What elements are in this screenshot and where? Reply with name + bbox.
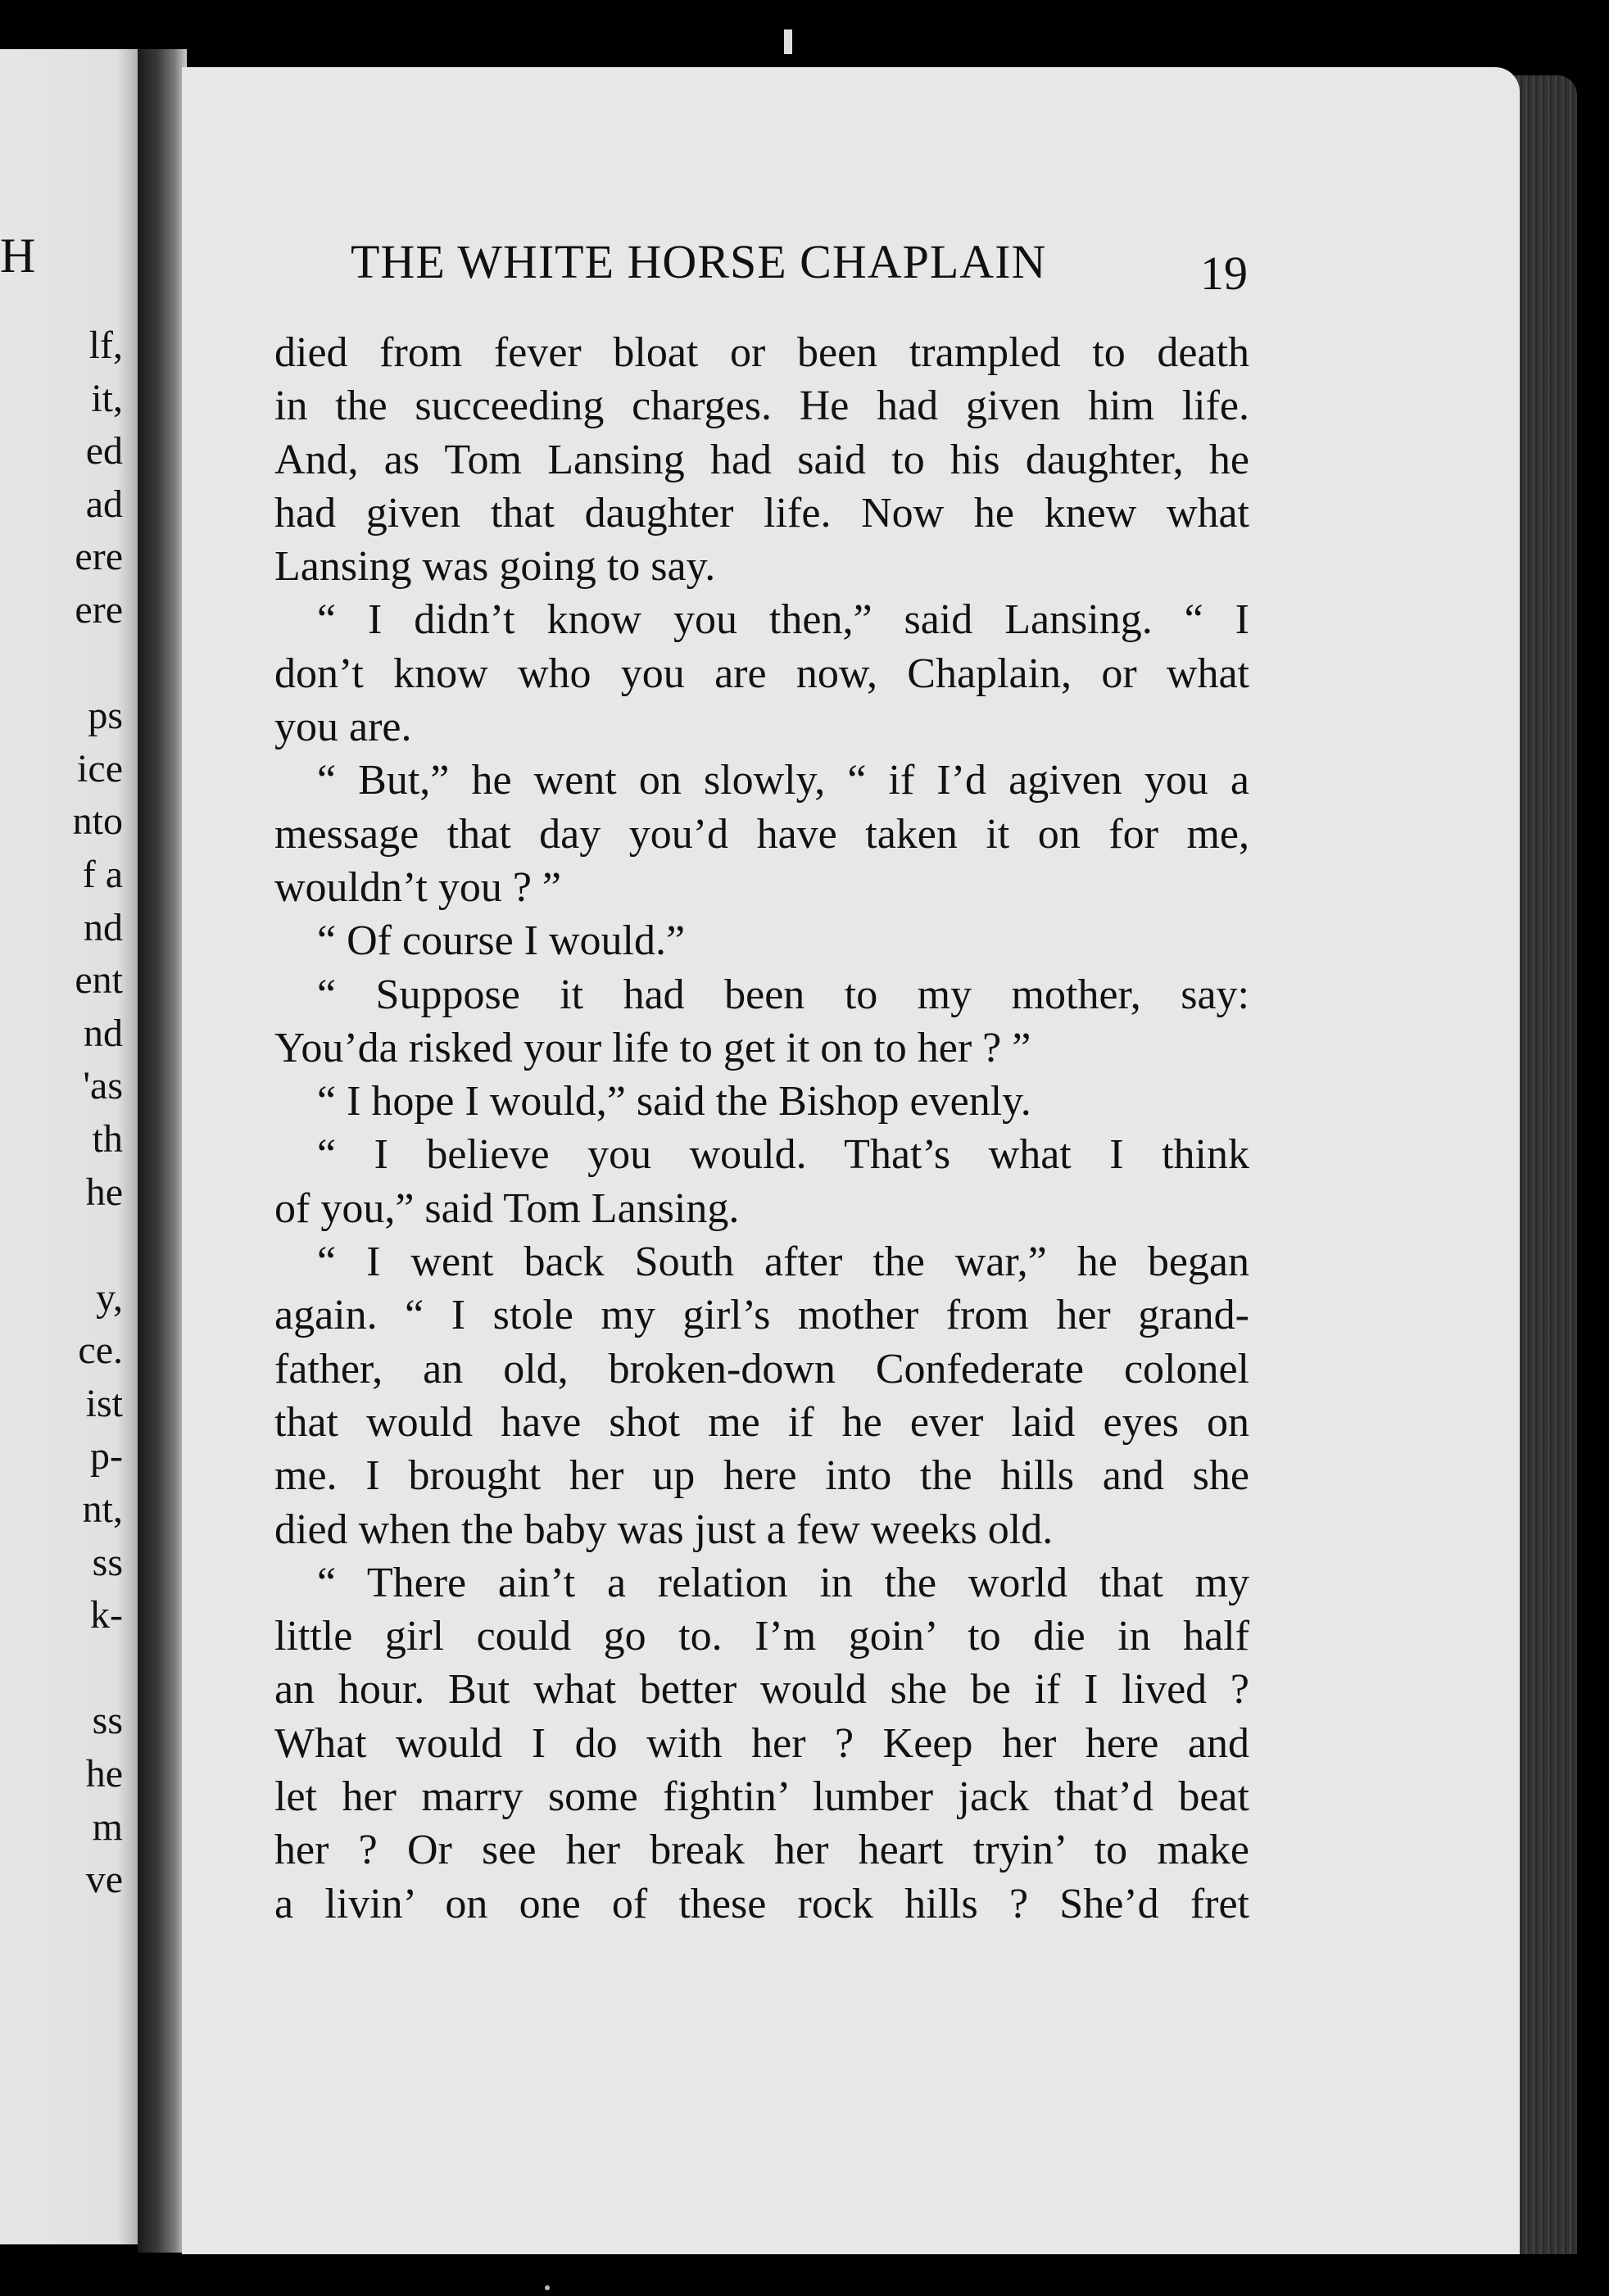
- text-line: “ I hope I would,” said the Bishop evenly.: [317, 1078, 1031, 1125]
- book-gutter-shadow: [138, 49, 187, 2253]
- text-line: You’da risked your life to get it on to her ? ”: [274, 1024, 1031, 1071]
- text-line: father, an old, broken-down Confederate colonel: [274, 1345, 1249, 1393]
- page-body-text: [274, 326, 1249, 1931]
- page-number: 19: [1200, 247, 1248, 300]
- text-line: message that day you’d have taken it on for me,: [274, 810, 1249, 858]
- text-line: “ I went back South after the war,” he began: [317, 1239, 1249, 1286]
- text-line: again. “ I stole my girl’s mother from her grand-: [274, 1292, 1249, 1339]
- previous-page-fragment: k-: [90, 1593, 123, 1637]
- top-bookmark-mark: [784, 29, 792, 54]
- text-line: me. I brought her up here into the hills and she: [274, 1452, 1249, 1500]
- previous-page-fragment: p-: [90, 1434, 123, 1479]
- text-line: a livin’ on one of these rock hills ? She’d fret: [274, 1880, 1249, 1927]
- text-line: “ Of course I would.”: [317, 917, 686, 965]
- previous-page-fragment: ce.: [78, 1329, 123, 1373]
- previous-page-fragment: nto: [72, 799, 123, 844]
- text-line: her ? Or see her break her heart tryin’ to make: [274, 1827, 1249, 1874]
- previous-page-fragment: nd: [84, 1011, 123, 1055]
- previous-page-fragment: lf,: [88, 324, 123, 367]
- previous-page-fragment: 'as: [83, 1064, 123, 1108]
- previous-page-fragment: nd: [84, 905, 123, 949]
- text-line: wouldn’t you ? ”: [274, 863, 561, 911]
- previous-page-fragment: m: [92, 1805, 123, 1849]
- previous-page-text-fragments: [0, 319, 123, 1907]
- text-line: that would have shot me if he ever laid eyes on: [274, 1398, 1249, 1446]
- text-line: “ But,” he went on slowly, “ if I’d agiven you a: [317, 757, 1249, 804]
- previous-page-fragment: ed: [85, 429, 123, 473]
- text-line: don’t know who you are now, Chaplain, or what: [274, 650, 1249, 697]
- text-line: What would I do with her ? Keep her here and: [274, 1719, 1249, 1767]
- previous-page-fragment: it,: [91, 376, 123, 420]
- previous-page-fragment: ere: [75, 587, 123, 632]
- previous-page-fragment: y,: [96, 1275, 123, 1320]
- running-title: THE WHITE HORSE CHAPLAIN: [351, 235, 1047, 288]
- previous-page-fragment: he: [85, 1752, 123, 1796]
- text-line: “ There ain’t a relation in the world that my: [317, 1559, 1249, 1606]
- text-line: And, as Tom Lansing had said to his daughter, he: [274, 436, 1249, 483]
- previous-page-fragment: [0, 637, 123, 691]
- scan-speck: [545, 2285, 550, 2290]
- previous-page-fragment: ps: [88, 694, 123, 738]
- previous-page-fragment: th: [92, 1116, 123, 1161]
- text-line: “ I didn’t know you then,” said Lansing. “ I: [317, 596, 1249, 644]
- previous-page-header-fragment: H: [0, 229, 36, 283]
- previous-page-fragment: ist: [85, 1381, 123, 1425]
- previous-page-fragment: ss: [92, 1540, 123, 1584]
- previous-page-fragment: ice: [77, 746, 123, 790]
- text-line: died from fever bloat or been trampled to death: [274, 329, 1249, 376]
- previous-page-fragment: ss: [92, 1699, 123, 1743]
- text-line: let her marry some fightin’ lumber jack that’d beat: [274, 1773, 1249, 1821]
- text-line: you are.: [274, 704, 412, 751]
- text-line: an hour. But what better would she be if I lived ?: [274, 1666, 1249, 1714]
- text-line: died when the baby was just a few weeks old.: [274, 1506, 1054, 1553]
- previous-page-fragment: ere: [75, 535, 123, 579]
- text-line: “ Suppose it had been to my mother, say:: [317, 971, 1249, 1018]
- text-line: in the succeeding charges. He had given him life.: [274, 383, 1249, 430]
- text-line: “ I believe you would. That’s what I think: [317, 1131, 1249, 1179]
- previous-page-fragment: [0, 1642, 123, 1696]
- previous-page-fragment: nt,: [82, 1488, 123, 1532]
- text-line: of you,” said Tom Lansing.: [274, 1184, 740, 1232]
- previous-page-fragment: f a: [82, 852, 123, 896]
- text-line: Lansing was going to say.: [274, 543, 716, 591]
- previous-page-fragment: he: [85, 1170, 123, 1214]
- previous-page-fragment: [0, 1219, 123, 1272]
- previous-page-fragment: ad: [85, 482, 123, 526]
- text-line: had given that daughter life. Now he knew what: [274, 489, 1249, 537]
- previous-page-fragment: ent: [75, 958, 123, 1003]
- previous-page-fragment: ve: [85, 1858, 123, 1902]
- text-line: little girl could go to. I’m goin’ to die in half: [274, 1613, 1249, 1660]
